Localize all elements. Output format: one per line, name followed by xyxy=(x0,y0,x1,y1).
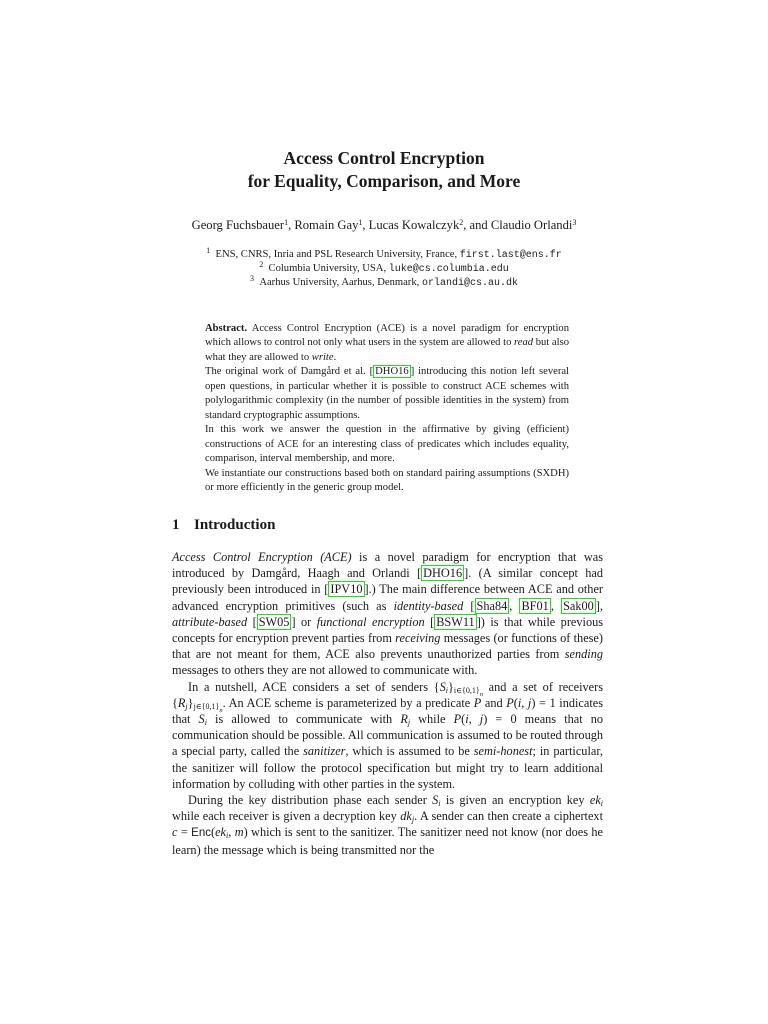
title-line-1: Access Control Encryption xyxy=(283,148,485,168)
author-list: Georg Fuchsbauer$^1$, Romain Gay$^1$, Lucas Kowalczyk$^2$, and Claudio Orlandi$^3$ xyxy=(191,218,577,232)
citation-link[interactable]: Sak00 xyxy=(563,598,594,613)
email-link[interactable]: luke@cs.columbia.edu xyxy=(388,264,509,275)
citation-link[interactable]: DHO16 xyxy=(423,566,463,581)
abstract-paragraph: The original work of Damgård et al. [ DHO16 ] introducing this notion left several open questions, in particular whether it is possible to construct ACE schemes with polylogarithmic complexity (in the number of possible identities in the system) from standard cryptographic assumptions. xyxy=(205,366,569,421)
affiliation-3: $^3$ Aarhus University, Aarhus, Denmark, orlandi@cs.au.dk xyxy=(250,274,518,289)
citation-link[interactable]: BSW11 xyxy=(436,614,475,629)
affiliation-1: $^1$ ENS, CNRS, Inria and PSL Research University, France, first.last@ens.fr xyxy=(206,246,562,261)
citation-link[interactable]: DHO16 xyxy=(375,366,409,378)
citation-link[interactable]: BF01 xyxy=(521,598,549,613)
body-text xyxy=(172,549,603,858)
body-paragraph: During the key distribution phase each sender $S_i$ is given an encryption key $ek_i$ while each receiver is given a decryption key $dk_j$. A sender can then create a ciphertext $c = Enc(ek_i$, m) which is sent to the sanitizer. The sanitizer need not know (nor does he learn) the message which is being transmitted nor the xyxy=(172,793,604,857)
abstract xyxy=(205,322,569,495)
author-name: Georg Fuchsbauer xyxy=(191,218,285,232)
abstract-paragraph: We instantiate our constructions based both on standard pairing assumptions (SXDH) or more efficiently in the generic group model. xyxy=(205,467,569,493)
abstract-label: Abstract. xyxy=(205,323,248,334)
citation-link[interactable]: IPV10 xyxy=(330,582,363,597)
section-title: Introduction xyxy=(194,517,276,533)
affiliation-2: $^2$ Columbia University, USA, luke@cs.columbia.edu xyxy=(259,260,509,275)
citation-link[interactable]: SW05 xyxy=(258,614,290,629)
body-paragraph: Access Control Encryption (ACE) is a novel paradigm for encryption that was introduced by Damgård, Haagh and Orlandi [ DHO16 ]. (A similar concept had previously been introduced in [ IPV10 ].) The main difference between ACE and other advanced encryption primitives (such as identity-based [ Sha84 , BF01 , Sak00 ], attribute-based [ SW05 ] or functional encryption [ BSW11 ]) is that while previous concepts for encryption prevent parties from receiving messages (or functions of these) that are not meant for them, ACE also prevents unauthorized parties from sending messages to others they are not allowed to communicate with. xyxy=(172,550,604,678)
author-name: Romain Gay xyxy=(294,218,359,232)
title-line-2: for Equality, Comparison, and More xyxy=(247,171,521,191)
author-name: Lucas Kowalczyk xyxy=(368,218,460,232)
body-paragraph: In a nutshell, ACE considers a set of senders $\{S_i\}_{i\in\{0,1\}^n}$ and a set of receivers $\{R_j\}_{j\in\{0,1\}^n}$. An ACE scheme is parameterized by a predicate P and P(i, j) = 1 indicates that $S_i$ is allowed to communicate with $R_j$ while P(i, j) = 0 means that no communication should be possible. All communication is assumed to be routed through a special party, called the sanitizer, which is assumed to be semi-honest; in particular, the sanitizer will follow the protocol specification but might try to learn additional information by colluding with other parties in the system. xyxy=(172,679,604,791)
abstract-paragraph: In this work we answer the question in the affirmative by giving (efficient) constructions of ACE for an interesting class of predicates which includes equality, comparison, interval membership, and more. xyxy=(205,424,569,465)
paper-title xyxy=(0,147,768,193)
section-number: 1 xyxy=(172,517,180,533)
citation-link[interactable]: Sha84 xyxy=(476,598,508,613)
email-link[interactable]: orlandi@cs.au.dk xyxy=(421,278,518,289)
section-heading xyxy=(172,517,275,534)
author-name: Claudio Orlandi xyxy=(490,218,573,232)
abstract-paragraph: Abstract. Access Control Encryption (ACE) is a novel paradigm for encryption which allows to control not only what users in the system are allowed to read but also what they are allowed to write. xyxy=(205,323,569,363)
email-link[interactable]: first.last@ens.fr xyxy=(459,250,562,261)
